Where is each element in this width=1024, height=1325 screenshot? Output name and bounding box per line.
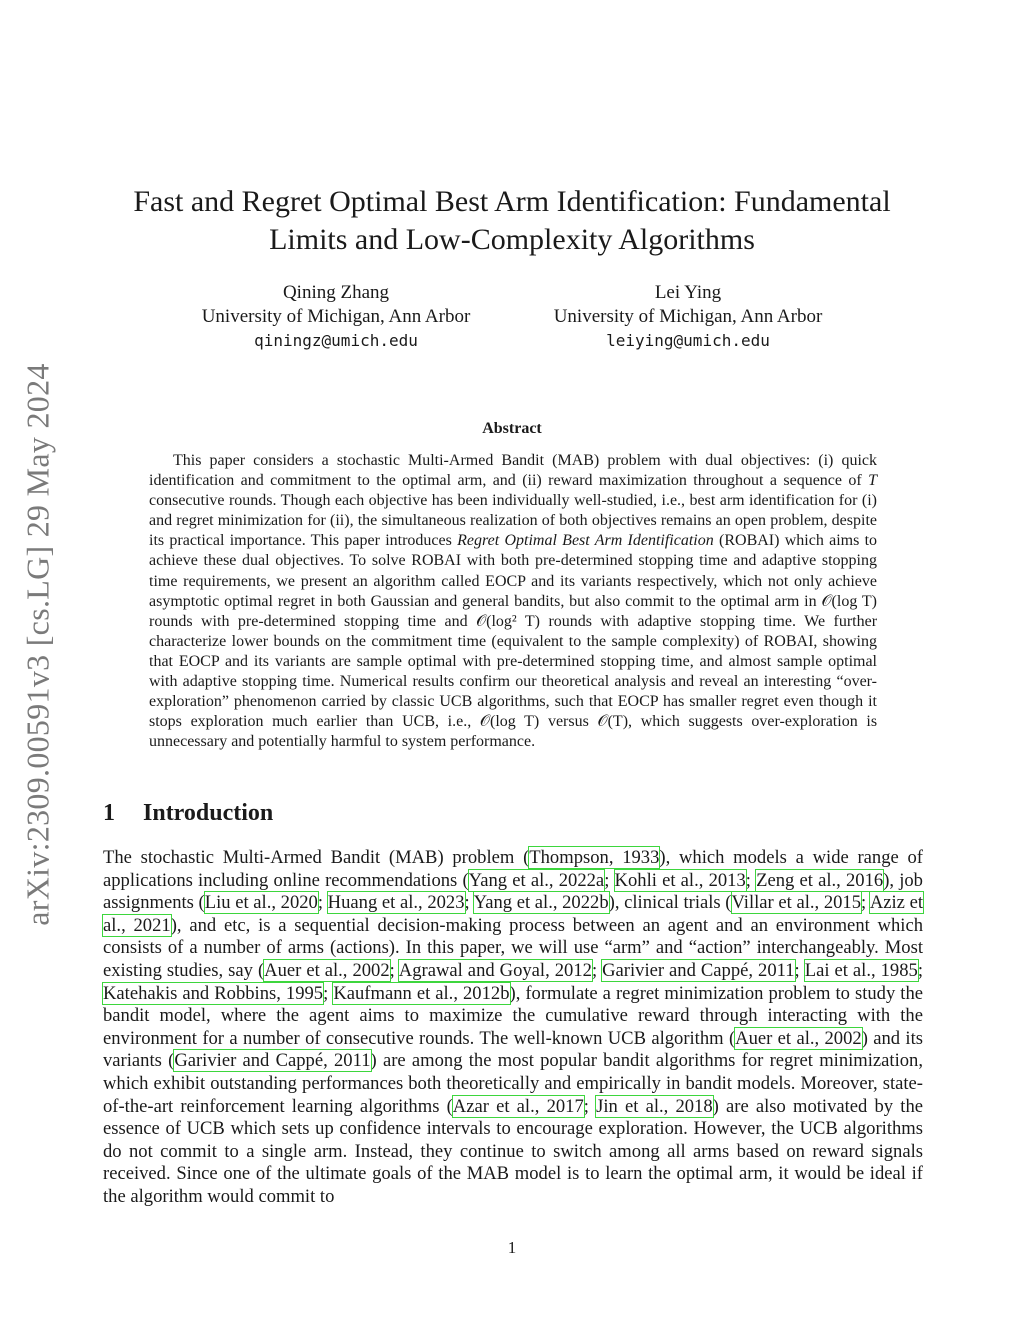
citation-link[interactable]: Garivier and Cappé, 2011	[602, 959, 795, 981]
author-name: Qining Zhang	[282, 282, 390, 303]
author-name: Lei Ying	[654, 282, 722, 303]
author-affiliation: University of Michigan, Ann Arbor	[553, 306, 823, 327]
paper-title-line-2: Limits and Low-Complexity Algorithms	[269, 223, 755, 256]
intro-text: The stochastic Multi-Armed Bandit (MAB) problem (	[103, 847, 530, 868]
intro-text: ) are among the most popular bandit algorithms for regret minimization, which exhibit outstanding performances both theoretically and empirically in bandit models. Moreover, state-of-the-art reinforcement learning algorithms (	[103, 1050, 923, 1117]
intro-text: ;	[861, 892, 870, 914]
citation-link[interactable]: Huang et al., 2023	[327, 892, 465, 914]
abstract-defined-term: Regret Optimal Best Arm Identification	[457, 532, 714, 550]
citation-link[interactable]: Azar et al., 2017	[452, 1095, 584, 1117]
section-heading	[103, 800, 273, 827]
abstract-segment: rounds with adaptive stopping time. We further characterize lower bounds on the commitment time (equivalent to the sample complexity) of ROBAI, showing that EOCP and its variants are sample optimal with pre-determined stopping time, and almost sample optimal with adaptive stopping time. Numerical results confirm our theoretical analysis and reveal an interesting “over-exploration” phenomenon carried by classic UCB algorithms, such that EOCP has smaller regret even though it stops exploration much earlier than UCB, i.e.,	[149, 612, 878, 731]
citation-link[interactable]: Garivier and Cappé, 2011	[174, 1050, 371, 1072]
math-T: T	[868, 472, 878, 490]
abstract-text	[149, 451, 877, 752]
math-expression: 𝒪(log T)	[479, 713, 540, 731]
intro-text: ;	[317, 892, 328, 914]
intro-paragraph	[103, 847, 923, 1209]
intro-text: ;	[323, 982, 334, 1004]
abstract-segment: (ROBAI) which aims to achieve these dual objectives. To solve ROBAI with both pre-determined stopping time and adaptive stopping time requirements, we present an algorithm called EOCP and its variants respectively, which not only achieve asymptotic optimal regret in both Gaussian and general bandits, but also commit to the optimal arm in	[149, 532, 878, 610]
author-affiliation: University of Michigan, Ann Arbor	[201, 306, 471, 327]
citation-link[interactable]: Kohli et al., 2013	[614, 869, 746, 891]
intro-text: ), clinical trials (	[608, 892, 732, 914]
page-number: 1	[507, 1238, 517, 1257]
math-expression: 𝒪(T),	[597, 713, 633, 731]
math-expression: 𝒪(log T)	[821, 592, 878, 610]
citation-link[interactable]: Katehakis and Robbins, 1995	[103, 982, 324, 1004]
abstract-segment: rounds with pre-determined stopping time and	[149, 612, 468, 630]
intro-text: ), job assignments (	[103, 869, 923, 914]
intro-text: ;	[794, 959, 805, 981]
citation-link[interactable]: Agrawal and Goyal, 2012	[398, 959, 592, 981]
arxiv-identifier-text: arXiv:2309.00591v3 [cs.LG] 29 May 2024	[19, 362, 56, 926]
author-email[interactable]: qiningz@umich.edu	[254, 331, 418, 350]
citation-link[interactable]: Villar et al., 2015	[731, 892, 862, 914]
intro-text: ;	[917, 959, 923, 981]
intro-text: ;	[604, 869, 615, 891]
paper-title	[100, 183, 924, 259]
intro-text: ;	[583, 1095, 597, 1117]
citation-link[interactable]: Auer et al., 2002	[735, 1027, 862, 1049]
abstract-segment: which suggests over-exploration is unnecessary and potentially harmful to system performance.	[149, 713, 878, 751]
abstract-segment: versus	[547, 713, 589, 731]
section-number: 1	[103, 800, 115, 826]
abstract-segment: consecutive rounds. Though each objective has been individually well-studied, i.e., best arm identification for (i) and regret minimization for (ii), the simultaneous realization of both objectives remains an open problem, despite its practical importance. This paper introduces	[149, 492, 877, 550]
citation-link[interactable]: Aziz et al., 2021	[103, 892, 923, 936]
citation-link[interactable]: Liu et al., 2020	[204, 892, 318, 914]
intro-text: ;	[591, 959, 603, 981]
citation-link[interactable]: Yang et al., 2022b	[473, 892, 609, 914]
abstract-heading: Abstract	[482, 420, 542, 437]
intro-text: ;	[464, 892, 474, 914]
author-block-1	[180, 281, 492, 353]
intro-text: ), and etc, is a sequential decision-making process between an agent and an environment which consists of a number of arms (actions). In this paper, we will use “arm” and “action” interchangeably. Most existing studies, say (	[103, 914, 924, 981]
citation-link[interactable]: Kaufmann et al., 2012b	[333, 982, 510, 1004]
math-expression: 𝒪(log² T)	[476, 612, 540, 630]
citation-link[interactable]: Yang et al., 2022a	[468, 869, 605, 891]
intro-text: ) are also motivated by the essence of UCB which sets up confidence intervals to encourage exploration. However, the UCB algorithms do not commit to a single arm. Instead, they continue to switch among all arms based on reward signals received. Since one of the ultimate goals of the MAB model is to learn the optimal arm, it would be ideal if the algorithm would commit to	[103, 1095, 923, 1207]
section-title: Introduction	[143, 800, 274, 826]
intro-text: ), formulate a regret minimization problem to study the bandit model, where the agent aims to maximize the cumulative reward through interacting with the environment for a number of consecutive rounds. The well-known UCB algorithm (	[103, 982, 924, 1049]
intro-text: ;	[389, 959, 399, 981]
intro-text: ), which models a wide range of applications including online recommendations (	[103, 847, 923, 891]
citation-link[interactable]: Lai et al., 1985	[804, 959, 918, 981]
abstract-segment: This paper considers a stochastic Multi-Armed Bandit (MAB) problem with dual objectives: (i) quick identification and commitment to the optimal arm, and (ii) reward maximization throughout a sequence of	[149, 452, 877, 490]
citation-link[interactable]: Zeng et al., 2016	[756, 869, 884, 891]
citation-link[interactable]: Jin et al., 2018	[596, 1095, 713, 1117]
intro-text: ) and its variants (	[103, 1027, 923, 1072]
author-block-2	[532, 281, 844, 353]
author-email[interactable]: leiying@umich.edu	[606, 331, 770, 350]
citation-link[interactable]: Thompson, 1933	[529, 847, 660, 868]
citation-link[interactable]: Auer et al., 2002	[264, 959, 390, 981]
paper-title-line-1: Fast and Regret Optimal Best Arm Identification: Fundamental	[133, 185, 891, 218]
intro-text: ;	[745, 869, 757, 891]
